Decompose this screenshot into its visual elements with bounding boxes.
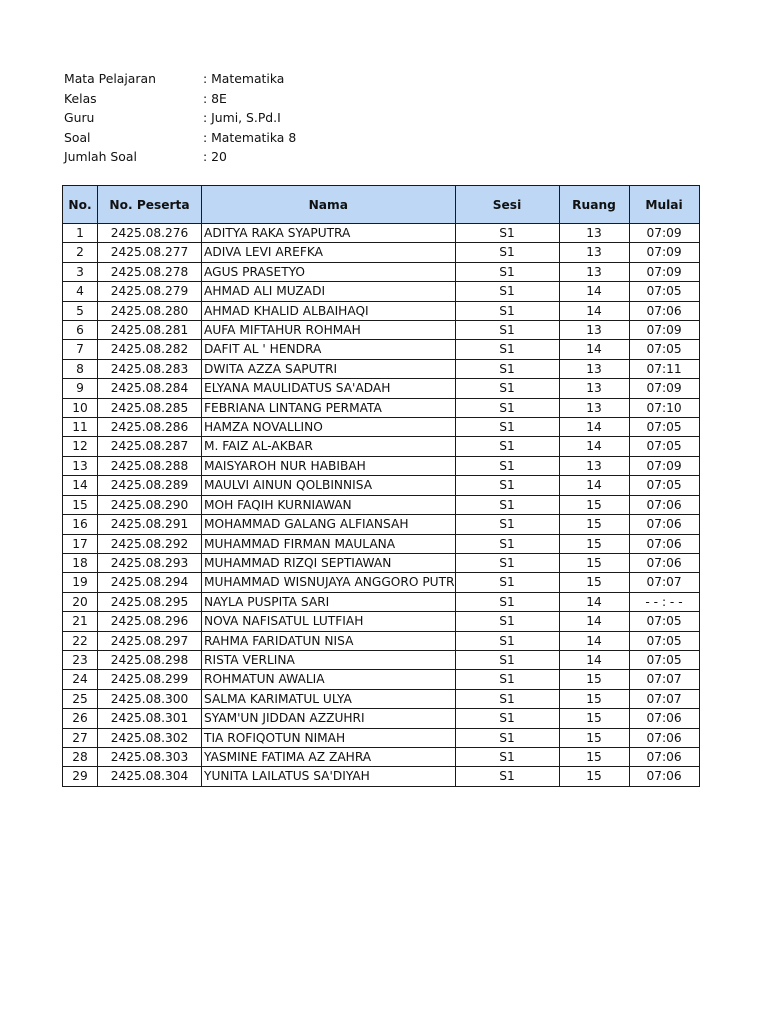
cell-no: 18 (63, 553, 98, 572)
cell-nama: DWITA AZZA SAPUTRI (202, 359, 456, 378)
cell-nama: SALMA KARIMATUL ULYA (202, 689, 456, 708)
table-row (63, 612, 700, 631)
cell-mulai: 07:07 (629, 670, 699, 689)
cell-no: 4 (63, 282, 98, 301)
cell-no-peserta: 2425.08.278 (98, 262, 202, 281)
cell-no: 2 (63, 243, 98, 262)
cell-sesi: S1 (455, 553, 559, 572)
cell-mulai: 07:11 (629, 359, 699, 378)
cell-no: 25 (63, 689, 98, 708)
table-row (63, 631, 700, 650)
cell-mulai: 07:05 (629, 340, 699, 359)
header-ruang: Ruang (559, 186, 629, 224)
cell-no-peserta: 2425.08.276 (98, 224, 202, 243)
cell-no: 15 (63, 495, 98, 514)
cell-no: 20 (63, 592, 98, 611)
cell-nama: AGUS PRASETYO (202, 262, 456, 281)
cell-no: 21 (63, 612, 98, 631)
table-row (63, 534, 700, 553)
table-row (63, 476, 700, 495)
table-row (63, 437, 700, 456)
cell-no-peserta: 2425.08.284 (98, 379, 202, 398)
cell-mulai: 07:05 (629, 282, 699, 301)
cell-sesi: S1 (455, 301, 559, 320)
info-row (64, 69, 296, 89)
cell-no-peserta: 2425.08.295 (98, 592, 202, 611)
cell-no-peserta: 2425.08.289 (98, 476, 202, 495)
cell-ruang: 15 (559, 553, 629, 572)
cell-sesi: S1 (455, 321, 559, 340)
cell-nama: ADITYA RAKA SYAPUTRA (202, 224, 456, 243)
cell-ruang: 13 (559, 359, 629, 378)
table-row (63, 495, 700, 514)
cell-no-peserta: 2425.08.282 (98, 340, 202, 359)
table-row (63, 767, 700, 786)
cell-nama: RAHMA FARIDATUN NISA (202, 631, 456, 650)
cell-sesi: S1 (455, 456, 559, 475)
cell-sesi: S1 (455, 631, 559, 650)
header-nama: Nama (202, 186, 456, 224)
table-row (63, 418, 700, 437)
participants-table (62, 185, 700, 787)
cell-nama: DAFIT AL ' HENDRA (202, 340, 456, 359)
cell-sesi: S1 (455, 476, 559, 495)
info-label: Mata Pelajaran (64, 71, 156, 87)
table-row (63, 340, 700, 359)
cell-sesi: S1 (455, 224, 559, 243)
cell-mulai: 07:09 (629, 321, 699, 340)
cell-nama: YASMINE FATIMA AZ ZAHRA (202, 747, 456, 766)
info-label: Guru (64, 110, 95, 126)
cell-no-peserta: 2425.08.297 (98, 631, 202, 650)
info-label: Kelas (64, 90, 97, 106)
cell-mulai: - - : - - (629, 592, 699, 611)
cell-ruang: 13 (559, 243, 629, 262)
cell-no-peserta: 2425.08.285 (98, 398, 202, 417)
cell-nama: MAISYAROH NUR HABIBAH (202, 456, 456, 475)
cell-nama: SYAM'UN JIDDAN AZZUHRI (202, 709, 456, 728)
info-value: : Jumi, S.Pd.I (203, 110, 281, 126)
cell-ruang: 15 (559, 573, 629, 592)
table-row (63, 224, 700, 243)
cell-mulai: 07:06 (629, 553, 699, 572)
cell-nama: RISTA VERLINA (202, 650, 456, 669)
cell-ruang: 14 (559, 612, 629, 631)
cell-mulai: 07:09 (629, 456, 699, 475)
cell-nama: MUHAMMAD RIZQI SEPTIAWAN (202, 553, 456, 572)
cell-nama: MUHAMMAD FIRMAN MAULANA (202, 534, 456, 553)
cell-ruang: 15 (559, 515, 629, 534)
info-value: : 20 (203, 149, 227, 165)
table-row (63, 670, 700, 689)
cell-sesi: S1 (455, 262, 559, 281)
info-label: Soal (64, 129, 91, 145)
table-row (63, 553, 700, 572)
cell-ruang: 14 (559, 340, 629, 359)
cell-ruang: 14 (559, 631, 629, 650)
cell-no-peserta: 2425.08.286 (98, 418, 202, 437)
cell-ruang: 13 (559, 224, 629, 243)
cell-no-peserta: 2425.08.304 (98, 767, 202, 786)
cell-sesi: S1 (455, 379, 559, 398)
cell-nama: MAULVI AINUN QOLBINNISA (202, 476, 456, 495)
cell-nama: TIA ROFIQOTUN NIMAH (202, 728, 456, 747)
cell-sesi: S1 (455, 747, 559, 766)
table-row (63, 282, 700, 301)
cell-no-peserta: 2425.08.303 (98, 747, 202, 766)
table-row (63, 359, 700, 378)
cell-sesi: S1 (455, 534, 559, 553)
cell-mulai: 07:06 (629, 301, 699, 320)
cell-nama: FEBRIANA LINTANG PERMATA (202, 398, 456, 417)
header-mulai: Mulai (629, 186, 699, 224)
cell-sesi: S1 (455, 670, 559, 689)
cell-no: 13 (63, 456, 98, 475)
cell-no-peserta: 2425.08.302 (98, 728, 202, 747)
cell-ruang: 13 (559, 262, 629, 281)
cell-no: 16 (63, 515, 98, 534)
cell-no-peserta: 2425.08.280 (98, 301, 202, 320)
cell-sesi: S1 (455, 728, 559, 747)
cell-mulai: 07:07 (629, 689, 699, 708)
table-row (63, 379, 700, 398)
cell-no-peserta: 2425.08.294 (98, 573, 202, 592)
cell-no: 11 (63, 418, 98, 437)
cell-no-peserta: 2425.08.300 (98, 689, 202, 708)
table-row (63, 573, 700, 592)
info-value: : Matematika (203, 71, 285, 87)
cell-mulai: 07:05 (629, 650, 699, 669)
cell-mulai: 07:06 (629, 534, 699, 553)
cell-mulai: 07:05 (629, 476, 699, 495)
cell-no: 26 (63, 709, 98, 728)
cell-no: 5 (63, 301, 98, 320)
cell-nama: ELYANA MAULIDATUS SA'ADAH (202, 379, 456, 398)
info-row (64, 89, 296, 109)
table-row (63, 650, 700, 669)
cell-ruang: 15 (559, 767, 629, 786)
cell-nama: ROHMATUN AWALIA (202, 670, 456, 689)
cell-no-peserta: 2425.08.299 (98, 670, 202, 689)
cell-no: 24 (63, 670, 98, 689)
cell-no-peserta: 2425.08.301 (98, 709, 202, 728)
cell-ruang: 13 (559, 456, 629, 475)
cell-mulai: 07:06 (629, 495, 699, 514)
cell-no-peserta: 2425.08.298 (98, 650, 202, 669)
cell-sesi: S1 (455, 340, 559, 359)
cell-mulai: 07:09 (629, 379, 699, 398)
cell-nama: M. FAIZ AL-AKBAR (202, 437, 456, 456)
cell-no: 9 (63, 379, 98, 398)
table-header-row (63, 186, 700, 224)
cell-sesi: S1 (455, 709, 559, 728)
cell-mulai: 07:06 (629, 709, 699, 728)
cell-nama: MOH FAQIH KURNIAWAN (202, 495, 456, 514)
info-row (64, 147, 296, 167)
cell-nama: AHMAD ALI MUZADI (202, 282, 456, 301)
cell-no: 8 (63, 359, 98, 378)
cell-no: 22 (63, 631, 98, 650)
header-no-peserta: No. Peserta (98, 186, 202, 224)
cell-mulai: 07:06 (629, 767, 699, 786)
table-row (63, 728, 700, 747)
cell-no: 10 (63, 398, 98, 417)
info-row (64, 128, 296, 148)
cell-nama: AHMAD KHALID ALBAIHAQI (202, 301, 456, 320)
cell-sesi: S1 (455, 359, 559, 378)
cell-sesi: S1 (455, 398, 559, 417)
exam-info (64, 69, 296, 167)
cell-ruang: 15 (559, 709, 629, 728)
cell-ruang: 14 (559, 418, 629, 437)
cell-sesi: S1 (455, 282, 559, 301)
cell-no-peserta: 2425.08.296 (98, 612, 202, 631)
info-value: : Matematika 8 (203, 129, 297, 145)
cell-ruang: 15 (559, 495, 629, 514)
cell-no-peserta: 2425.08.288 (98, 456, 202, 475)
cell-ruang: 14 (559, 301, 629, 320)
cell-ruang: 13 (559, 398, 629, 417)
cell-no: 17 (63, 534, 98, 553)
cell-sesi: S1 (455, 592, 559, 611)
cell-mulai: 07:10 (629, 398, 699, 417)
cell-sesi: S1 (455, 573, 559, 592)
table-row (63, 689, 700, 708)
cell-nama: YUNITA LAILATUS SA'DIYAH (202, 767, 456, 786)
cell-no-peserta: 2425.08.292 (98, 534, 202, 553)
header-sesi: Sesi (455, 186, 559, 224)
cell-no-peserta: 2425.08.281 (98, 321, 202, 340)
cell-sesi: S1 (455, 767, 559, 786)
cell-nama: AUFA MIFTAHUR ROHMAH (202, 321, 456, 340)
cell-mulai: 07:05 (629, 418, 699, 437)
cell-sesi: S1 (455, 689, 559, 708)
cell-no: 27 (63, 728, 98, 747)
table-row (63, 262, 700, 281)
info-label: Jumlah Soal (64, 149, 137, 165)
cell-sesi: S1 (455, 243, 559, 262)
cell-no-peserta: 2425.08.279 (98, 282, 202, 301)
table-row (63, 301, 700, 320)
cell-nama: MOHAMMAD GALANG ALFIANSAH (202, 515, 456, 534)
table-row (63, 456, 700, 475)
cell-no-peserta: 2425.08.287 (98, 437, 202, 456)
cell-no: 3 (63, 262, 98, 281)
cell-mulai: 07:09 (629, 243, 699, 262)
cell-no-peserta: 2425.08.290 (98, 495, 202, 514)
cell-ruang: 13 (559, 321, 629, 340)
cell-ruang: 14 (559, 650, 629, 669)
cell-no: 28 (63, 747, 98, 766)
cell-sesi: S1 (455, 650, 559, 669)
cell-no-peserta: 2425.08.277 (98, 243, 202, 262)
cell-mulai: 07:09 (629, 224, 699, 243)
header-no: No. (63, 186, 98, 224)
cell-mulai: 07:05 (629, 612, 699, 631)
info-row (64, 108, 296, 128)
table-row (63, 515, 700, 534)
cell-no: 12 (63, 437, 98, 456)
cell-no: 19 (63, 573, 98, 592)
cell-no: 29 (63, 767, 98, 786)
table-row (63, 243, 700, 262)
cell-mulai: 07:05 (629, 437, 699, 456)
cell-mulai: 07:09 (629, 262, 699, 281)
cell-ruang: 15 (559, 534, 629, 553)
cell-no: 6 (63, 321, 98, 340)
cell-no: 1 (63, 224, 98, 243)
cell-ruang: 15 (559, 747, 629, 766)
cell-ruang: 14 (559, 476, 629, 495)
cell-nama: ADIVA LEVI AREFKA (202, 243, 456, 262)
table-row (63, 709, 700, 728)
table-row (63, 592, 700, 611)
cell-no: 23 (63, 650, 98, 669)
cell-ruang: 15 (559, 670, 629, 689)
table-row (63, 398, 700, 417)
cell-ruang: 14 (559, 282, 629, 301)
cell-mulai: 07:06 (629, 728, 699, 747)
cell-sesi: S1 (455, 437, 559, 456)
cell-nama: NOVA NAFISATUL LUTFIAH (202, 612, 456, 631)
cell-mulai: 07:06 (629, 747, 699, 766)
info-value: : 8E (203, 90, 227, 106)
cell-no-peserta: 2425.08.283 (98, 359, 202, 378)
cell-ruang: 14 (559, 437, 629, 456)
cell-mulai: 07:05 (629, 631, 699, 650)
cell-nama: MUHAMMAD WISNUJAYA ANGGORO PUTR (202, 573, 456, 592)
table-body (63, 224, 700, 787)
cell-ruang: 15 (559, 689, 629, 708)
table-row (63, 747, 700, 766)
cell-nama: NAYLA PUSPITA SARI (202, 592, 456, 611)
cell-no-peserta: 2425.08.293 (98, 553, 202, 572)
cell-ruang: 15 (559, 728, 629, 747)
cell-nama: HAMZA NOVALLINO (202, 418, 456, 437)
cell-sesi: S1 (455, 418, 559, 437)
cell-sesi: S1 (455, 612, 559, 631)
cell-ruang: 13 (559, 379, 629, 398)
cell-no: 14 (63, 476, 98, 495)
cell-mulai: 07:06 (629, 515, 699, 534)
cell-sesi: S1 (455, 495, 559, 514)
table-row (63, 321, 700, 340)
cell-ruang: 14 (559, 592, 629, 611)
cell-mulai: 07:07 (629, 573, 699, 592)
cell-no: 7 (63, 340, 98, 359)
cell-sesi: S1 (455, 515, 559, 534)
cell-no-peserta: 2425.08.291 (98, 515, 202, 534)
